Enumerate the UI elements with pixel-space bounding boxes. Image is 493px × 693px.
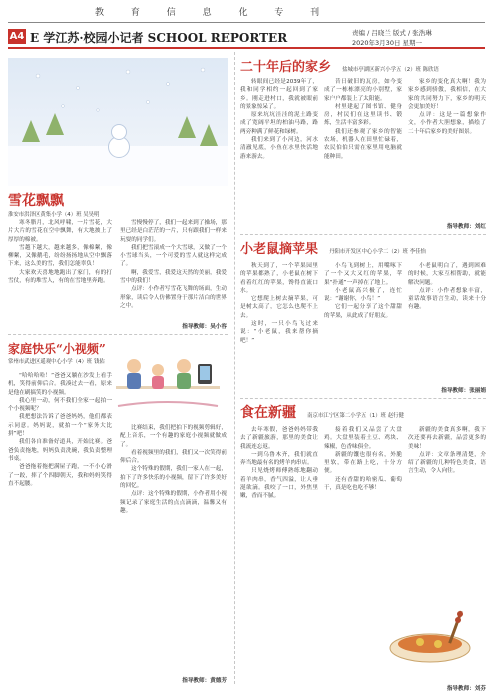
article-body-col1 [240,262,318,345]
column-divider [234,52,235,684]
family-illustration [112,346,224,418]
paragraph: 我们来到了小河边，河水清澈见底，小鱼在水里快活地游来游去。 [240,137,318,160]
divider [8,334,228,335]
article-editor: 指导教师：吴小容 [182,324,227,330]
paragraph: 我们还参观了家乡的智能农场，机器人在田里忙碌着，农民伯伯只需在家里用电脑就能种田。 [324,128,402,160]
article-body-col2 [120,219,227,310]
paragraph: 我心里一动，何不我们全家一起拍一个小视频呢？ [8,397,112,413]
article-body-col3 [408,78,486,136]
paragraph: 村里建起了图书馆、健身房，村民们在这里读书、锻炼，生活丰富多彩。 [324,103,402,127]
paragraph: 啊，我爱雪，我爱这天然的美丽，我爱雪中的我们！ [120,269,227,285]
paragraph: 新疆的馕也很有名，外脆里软，带在路上吃，十分方便。 [324,451,402,475]
paragraph: 昔日破旧的瓦房，如今变成了一栋栋漂亮的小别墅，家家户户都装上了太阳能。 [324,79,402,102]
page-number-badge: A4 [9,31,25,42]
teacher-note: 点评：小作者想象丰富，童话故事语言生动，读来十分有趣。 [408,287,486,311]
masthead [0,0,493,26]
article-food [240,402,488,422]
article-body-col3 [408,262,486,312]
paragraph: 还有香甜的哈密瓜、葡萄干，真是吃也吃不够！ [324,476,402,492]
paragraph: 接着我们又品尝了大盘鸡。大盘里装着土豆、鸡块、辣椒，色香味俱全。 [324,427,402,450]
article-byline: 常州市武进区遥观中心小学（4）班 钱佑 [8,359,105,365]
article-title: 家庭快乐“小视频” [8,342,106,356]
article-mouse [240,238,488,257]
paragraph: 家乡的变化真大啊！我为家乡感到骄傲，我相信，在大家的共同努力下，家乡的明天会更加美好！ [408,79,486,110]
article-editor: 指导教师：刘红 [446,224,486,230]
paragraph: 大家欢天喜地地跑出了家门，有的打雪仗，有的堆雪人，有的在雪地里奔跑。 [8,269,112,285]
paragraph: 秋天到了，一个苹果园里的苹果都熟了，小老鼠在树下看着红红的苹果，馋得直流口水。 [240,263,318,294]
article-byline: 盐城市亭湖区新兴小学五（2）班 陈欣语 [342,67,439,73]
article-body-col1 [8,372,112,488]
paragraph: 这个特殊的假期，我们一家人在一起，拍下了许多快乐的小视频，留下了许多美好的回忆。 [120,466,227,490]
paragraph: 我们把雪滚成一个大雪球，又做了一个小雪球当头，一个可爱的雪人就这样完成了。 [120,244,227,268]
editor-line: 责编 / 吕晓兰 版式 / 张浩琳 [352,29,432,37]
article-body-col3 [408,426,486,476]
paragraph: 它们一起分享了这个甜甜的苹果，从此成了好朋友。 [324,304,402,319]
paragraph: 小鸟飞到树上，用嘴啄下了一个又大又红的苹果，苹果“扑通”一声掉在了地上。 [324,263,402,286]
snowflakes-icon [8,58,228,186]
food-bowl-icon [380,600,480,672]
paragraph: 新疆的美食真多啊，我下次还要再去新疆，品尝更多的美味！ [408,427,486,450]
paragraph: 雪慢慢停了，我们一起来到了操场，那里已经是白茫茫的一片，只有跟我们一样来玩耍的同学们。 [120,220,227,243]
article-title: 食在新疆 [240,405,296,421]
snow-illustration [8,58,228,186]
article-title: 小老鼠摘苹果 [240,242,319,257]
paragraph: 去年寒假，爸爸妈妈带我去了新疆旅游，那里的美食让我流连忘返。 [240,427,318,450]
paragraph: 我们各自准备好道具，开始比赛。爸爸负责拖地，妈妈负责洗碗，我负责整理书桌。 [8,439,112,462]
paragraph: 转眼间已经是2039年了，我和同学相约一起回到了家乡。刚走进村口，我就被眼前的景象惊呆了。 [240,79,318,110]
article-body-col1 [240,78,318,161]
article-body-col2 [324,78,402,161]
paragraph: 小老鼠高兴极了，连忙说：“谢谢你，小鸟！” [324,287,402,303]
paragraph: 它想爬上树去摘苹果，可是树太高了，它怎么也爬不上去。 [240,296,318,319]
divider [240,234,486,235]
article-byline: 南京市江宁区第二小学五（1）班 赵行健 [307,413,404,419]
paragraph: 爸爸拖着拖把满屋子跑，一不小心滑了一跤，摔了个四脚朝天，我和妈妈笑得直不起腰。 [8,464,112,487]
divider [240,398,486,399]
food-illustration [380,600,480,672]
section-title: E 学江苏·校园小记者 SCHOOL REPORTER [30,31,288,45]
paragraph: 小老鼠明白了，遇到困难的时候，大家互相帮助，就能解决问题。 [408,263,486,286]
article-byline: 丹阳市开发区中心小学二（2）班 李佳怡 [329,249,426,255]
paragraph: 这时，一只小鸟飞过来说：“小老鼠，我来帮你摘吧！” [240,321,318,344]
article-title: 雪花飘飘 [8,193,64,209]
paragraph: 原来坑坑洼洼的泥土路变成了宽阔平坦的柏油马路，路两旁种满了鲜花和绿树。 [240,112,318,135]
paragraph: 比赛结束，我们把拍下的视频剪辑好，配上音乐，一个有趣的家庭小视频就做成了。 [120,425,227,448]
section-header [0,26,493,48]
article-editor: 指导教师：张丽娟 [441,388,486,394]
paragraph: 我把想法告诉了爸爸妈妈，他们都表示同意。妈妈说，就拍一个“家务大比拼”吧！ [8,414,112,438]
article-family [8,340,118,365]
paragraph: 只见烧烤师傅熟练地翻动着羊肉串，香气四溢，让人垂涎欲滴。我咬了一口，外焦里嫩，香而不腻。 [240,468,318,500]
paragraph: 一到乌鲁木齐，我们就直奔当地最有名的烤羊肉串店。 [240,451,318,467]
paragraph: “哈哈哈哈！”爸爸又躺在沙发上看手机，笑得前仰后合。我凑过去一看，原来是他在刷搞笑的小视频。 [8,373,112,396]
paragraph: 看着视频里的我们，我们又一次笑得前仰后合。 [120,449,227,465]
article-editor: 指导教师：刘芬 [446,686,486,692]
teacher-note: 点评：这个特殊的假期，小作者用小视频记录了家庭生活的点点滴滴，温馨又有趣。 [120,491,227,514]
masthead-rule [8,22,485,23]
article-body-col2 [120,424,227,515]
article-body-col2 [324,262,402,320]
section-rule [8,47,485,49]
teacher-note: 点评：小作者写雪花飞舞的场面，生动形象，读后令人仿佛置身于那片洁白的世界之中。 [120,286,227,309]
article-title: 二十年后的家乡 [240,60,332,75]
article-byline: 淮安市洪泽区黄集小学（4）班 吴昊明 [8,212,100,218]
teacher-note: 点评：这是一篇想象作文，小作者大胆想象，描绘了二十年后家乡的美好图景。 [408,112,486,135]
article-body-col2 [324,426,402,492]
article-body-col1 [240,426,318,501]
article-body-col1 [8,219,112,285]
article-editor: 指导教师：黄德芳 [182,678,227,684]
teacher-note: 点评：文章条理清楚，介绍了新疆的几种特色美食，语言生动，令人向往。 [408,451,486,475]
paragraph: 寒冬腊月，北风呼啸，一片雪花，大片大片的雪花在空中飘舞，有大地披上了厚厚的棉被。 [8,220,112,243]
article-home [240,56,488,75]
paragraph: 雪越下越大，越来越多，像棉絮，像柳絮，又像鹅毛，纷纷扬扬地从空中飘落下来，这么美的雪，我们怎能辜负！ [8,244,112,268]
article-snow [8,190,228,218]
date-line: 2020年3月30日 星期一 [352,39,423,47]
family-figures-icon [112,346,224,418]
masthead-tagline: 教 育 信 息 化 专 刊 [95,8,332,18]
